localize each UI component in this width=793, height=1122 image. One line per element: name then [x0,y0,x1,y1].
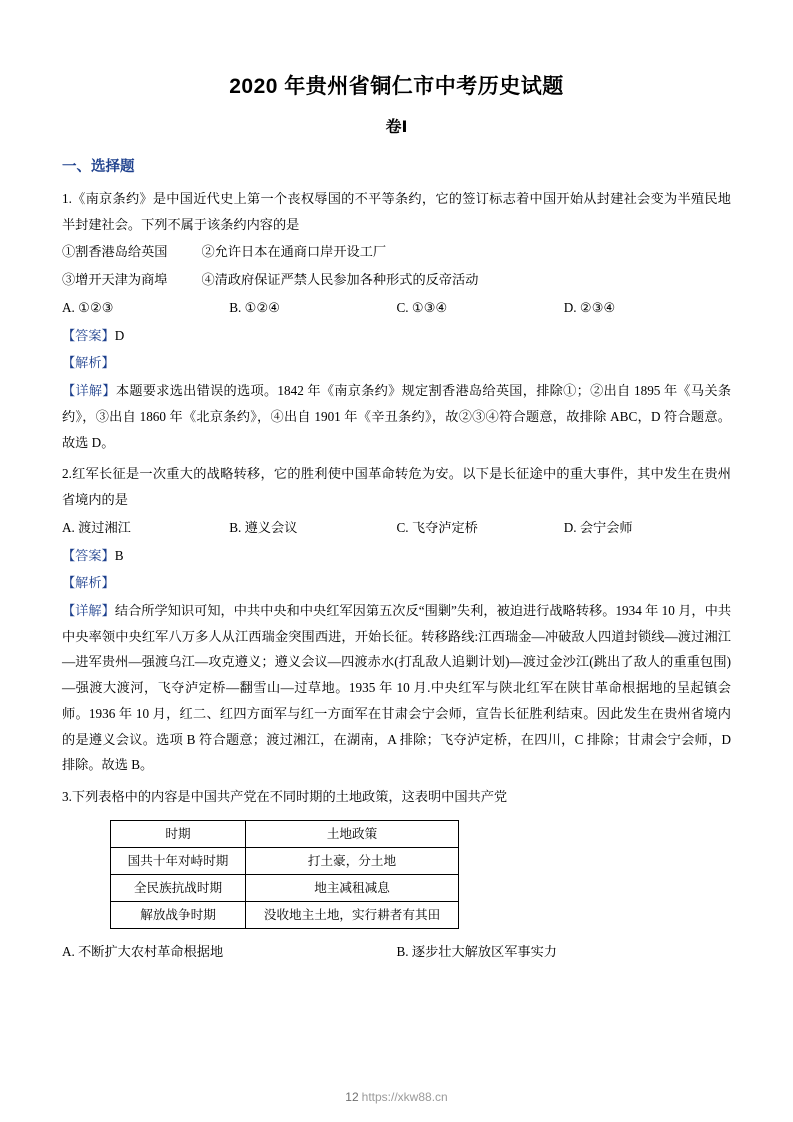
table-cell-period: 国共十年对峙时期 [111,848,246,875]
table-cell-policy: 没收地主土地，实行耕者有其田 [246,902,459,929]
detail-paragraph [62,378,731,455]
answer-label: 【答案】 [62,547,115,563]
question-3 [62,784,731,965]
page-subtitle: 卷Ⅰ [385,119,408,136]
option-c[interactable]: C. ①③④ [396,299,448,315]
footer-watermark: https://xkw88.cn [361,1090,448,1104]
option-c[interactable]: C. 飞夺泸定桥 [396,519,478,535]
option-a[interactable]: A. ①②③ [62,299,114,315]
analysis-label: 【解析】 [62,575,115,591]
analysis-label: 【解析】 [62,355,115,371]
table-header-row [111,820,459,847]
question-options [62,295,731,321]
question-2 [62,461,731,778]
answer-label: 【答案】 [62,327,115,343]
table-header-policy: 土地政策 [246,820,459,847]
detail-text: 结合所学知识可知，中共中央和中央红军因第五次反“围剿”失利，被迫进行战略转移。1934 年 10 月，中共中央率领中央红军八万多人从江西瑞金突围西进，开始长征。转移路线:江西瑞金—冲破敌人四道封锁线—渡过湘江—进军贵州—强渡乌江—攻克遵义；遵义会议—四渡赤水(打乱敌人追剿计划)—渡过金沙江(跳出了敌人的重重包围)—强渡大渡河，飞夺泸定桥—翻雪山—过草地。1935 年 10 月.中央红军与陕北红军在陕甘革命根据地的呈起镇会师。1936 年 10 月，红二、红四方面军与红一方面军在甘肃会宁会师，宣告长征胜利结束。因此发生在贵州省境内的是遵义会议。选项 B 符合题意；渡过湘江，在湖南，A 排除；飞夺泸定桥，在四川，C 排除；甘肃会宁会师，D 排除。故选 B。 [62,603,732,773]
page-number: 12 [345,1090,359,1104]
page-title: 2020 年贵州省铜仁市中考历史试题 [229,75,564,98]
sub-item-1: ①割香港岛给英国 [62,244,168,260]
table-row [111,875,459,902]
option-a[interactable]: A. 不断扩大农村革命根据地 [62,944,224,960]
question-stem: 1.《南京条约》是中国近代史上第一个丧权辱国的不平等条约，它的签订标志着中国开始从封建社会变为半殖民地半封建社会。下列不属于该条约内容的是 [62,191,731,232]
question-stem: 2.红军长征是一次重大的战略转移，它的胜利使中国革命转危为安。以下是长征途中的重大事件，其中发生在贵州省境内的是 [62,466,731,508]
question-sub-row [62,239,731,265]
page-footer [0,1090,793,1104]
question-sub-row [62,267,731,293]
detail-tag: 【详解】 [62,603,115,619]
sub-item-4: ④清政府保证严禁人民参加各种形式的反帝活动 [201,272,479,288]
table-cell-policy: 地主减租减息 [246,875,459,902]
detail-tag: 【详解】 [62,383,116,399]
detail-paragraph [62,598,731,778]
option-d[interactable]: D. ②③④ [563,299,616,315]
section-heading: 一、选择题 [62,159,135,175]
table-header-period: 时期 [111,820,246,847]
sub-item-2: ②允许日本在通商口岸开设工厂 [201,244,387,260]
sub-item-3: ③增开天津为商埠 [62,272,168,288]
answer-value: D [114,327,125,343]
table-row [111,902,459,929]
question-stem: 3.下列表格中的内容是中国共产党在不同时期的土地政策，这表明中国共产党 [62,789,508,805]
option-d[interactable]: D. 会宁会师 [563,519,633,535]
land-policy-table [110,820,459,930]
question-1 [62,186,731,455]
table-row [111,848,459,875]
table-cell-period: 解放战争时期 [111,902,246,929]
option-a[interactable]: A. 渡过湘江 [62,519,131,535]
question-options [62,515,731,541]
answer-line [62,323,731,349]
answer-value: B [114,547,124,563]
table-cell-policy: 打土豪，分土地 [246,848,459,875]
option-b[interactable]: B. ①②④ [229,299,281,315]
detail-text: 本题要求选出错误的选项。1842 年《南京条约》规定割香港岛给英国，排除①；②出自 1895 年《马关条约》，③出自 1860 年《北京条约》，④出自 1901 年《辛丑条约》，故②③④符合题意，故排除 ABC，D 符合题意。故选 D。 [62,383,732,450]
table-cell-period: 全民族抗战时期 [111,875,246,902]
option-b[interactable]: B. 逐步壮大解放区军事实力 [396,944,557,960]
answer-line [62,543,731,569]
question-options [62,939,731,965]
option-b[interactable]: B. 遵义会议 [229,519,298,535]
